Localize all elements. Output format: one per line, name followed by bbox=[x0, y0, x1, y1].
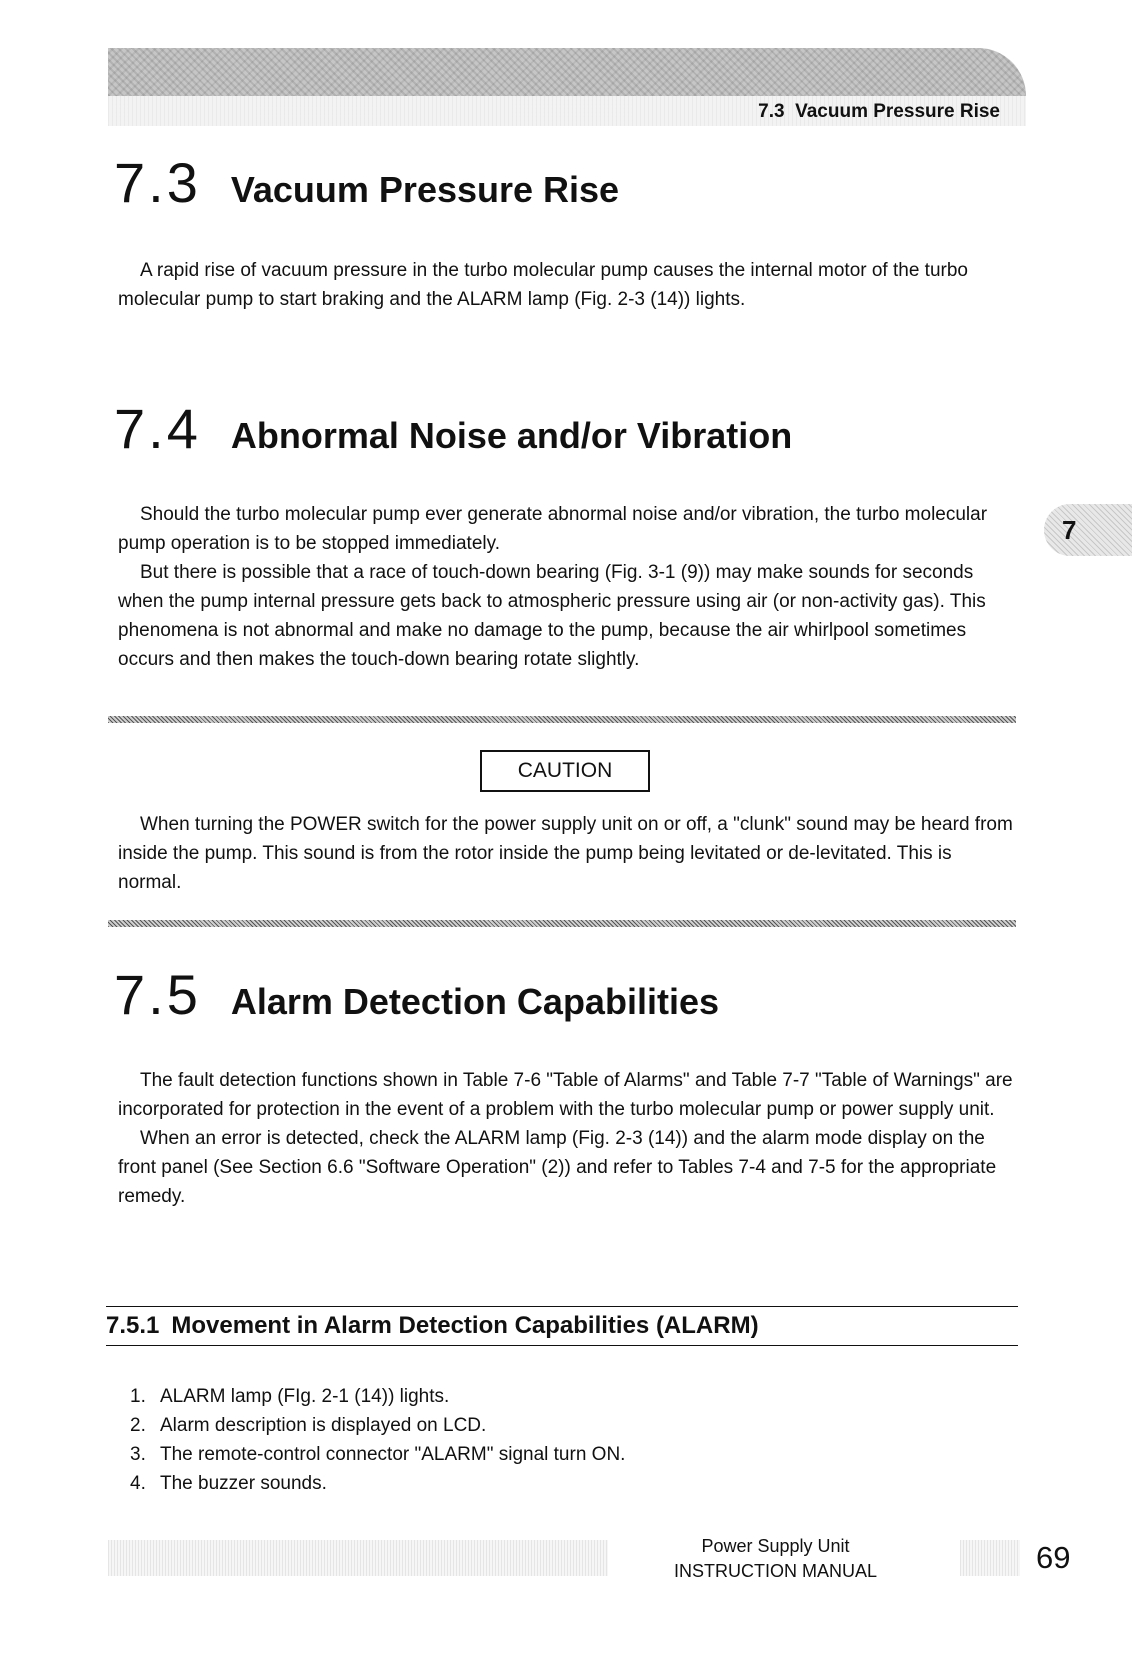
section-7-4-body bbox=[118, 500, 1013, 674]
chapter-number: 7 bbox=[1062, 514, 1077, 545]
list-item: 4. The buzzer sounds. bbox=[130, 1473, 327, 1494]
section-7-3-body bbox=[118, 256, 1013, 314]
section-7-5-heading bbox=[114, 962, 719, 1026]
section-number: 7.4 bbox=[114, 397, 201, 460]
section-number: 7.3 bbox=[114, 151, 201, 214]
section-title: Vacuum Pressure Rise bbox=[230, 169, 620, 210]
section-title: Alarm Detection Capabilities bbox=[230, 981, 719, 1022]
list-item: 2. Alarm description is displayed on LCD. bbox=[130, 1415, 487, 1436]
footer-band-right bbox=[960, 1540, 1020, 1576]
paragraph: When an error is detected, check the ALARM lamp (Fig. 2-3 (14)) and the alarm mode display on the front panel (See Section 6.6 "Software Operation" (2)) and refer to Tables 7-4 and 7-5 for the appropriate remedy. bbox=[118, 1128, 997, 1207]
paragraph: The fault detection functions shown in Table 7-6 "Table of Alarms" and Table 7-7 "Table of Warnings" are incorporated for protection in the event of a problem with the turbo molecular pump or power supply unit. bbox=[118, 1070, 1013, 1120]
footer-manual-title bbox=[674, 1534, 877, 1584]
caution-label: CAUTION bbox=[517, 759, 613, 782]
list-item: 3. The remote-control connector "ALARM" signal turn ON. bbox=[130, 1444, 626, 1465]
footer-band-left bbox=[108, 1540, 608, 1576]
footer-line-1: Power Supply Unit bbox=[701, 1536, 850, 1556]
list-item: 1. ALARM lamp (FIg. 2-1 (14)) lights. bbox=[130, 1386, 450, 1407]
caution-top-rule bbox=[108, 716, 1016, 723]
running-header-bar bbox=[108, 48, 1026, 96]
caution-label-box bbox=[480, 750, 650, 792]
subsection-number: 7.5.1 bbox=[106, 1312, 160, 1339]
caution-body bbox=[118, 810, 1013, 897]
paragraph: When turning the POWER switch for the power supply unit on or off, a "clunk" sound may be heard from inside the pump. This sound is from the rotor inside the pump being levitated or de-levitated. This is normal. bbox=[118, 814, 1013, 893]
footer-line-2: INSTRUCTION MANUAL bbox=[674, 1561, 878, 1581]
page-number: 69 bbox=[1036, 1540, 1071, 1575]
subsection-title: Movement in Alarm Detection Capabilities (ALARM) bbox=[171, 1312, 759, 1339]
subsection-7-5-1-heading bbox=[106, 1306, 1018, 1346]
paragraph: A rapid rise of vacuum pressure in the turbo molecular pump causes the internal motor of the turbo molecular pump to start braking and the ALARM lamp (Fig. 2-3 (14)) lights. bbox=[118, 260, 968, 310]
paragraph: Should the turbo molecular pump ever generate abnormal noise and/or vibration, the turbo molecular pump operation is to be stopped immediately. bbox=[118, 504, 988, 554]
caution-bottom-rule bbox=[108, 920, 1016, 927]
section-7-5-body bbox=[118, 1066, 1013, 1211]
section-title: Abnormal Noise and/or Vibration bbox=[230, 415, 793, 456]
section-7-4-heading bbox=[114, 396, 793, 460]
chapter-side-tab bbox=[1044, 504, 1132, 556]
alarm-steps-list bbox=[130, 1382, 625, 1498]
paragraph: But there is possible that a race of touch-down bearing (Fig. 3-1 (9)) may make sounds for seconds when the pump internal pressure gets back to atmospheric pressure using air (or non-activity gas). This phenomena is not abnormal and make no damage to the pump, because the air whirlpool sometimes occurs and then makes the touch-down bearing rotate slightly. bbox=[118, 562, 986, 670]
section-7-3-heading bbox=[114, 150, 620, 214]
running-header-title: 7.3 Vacuum Pressure Rise bbox=[758, 101, 1000, 122]
section-number: 7.5 bbox=[114, 963, 201, 1026]
